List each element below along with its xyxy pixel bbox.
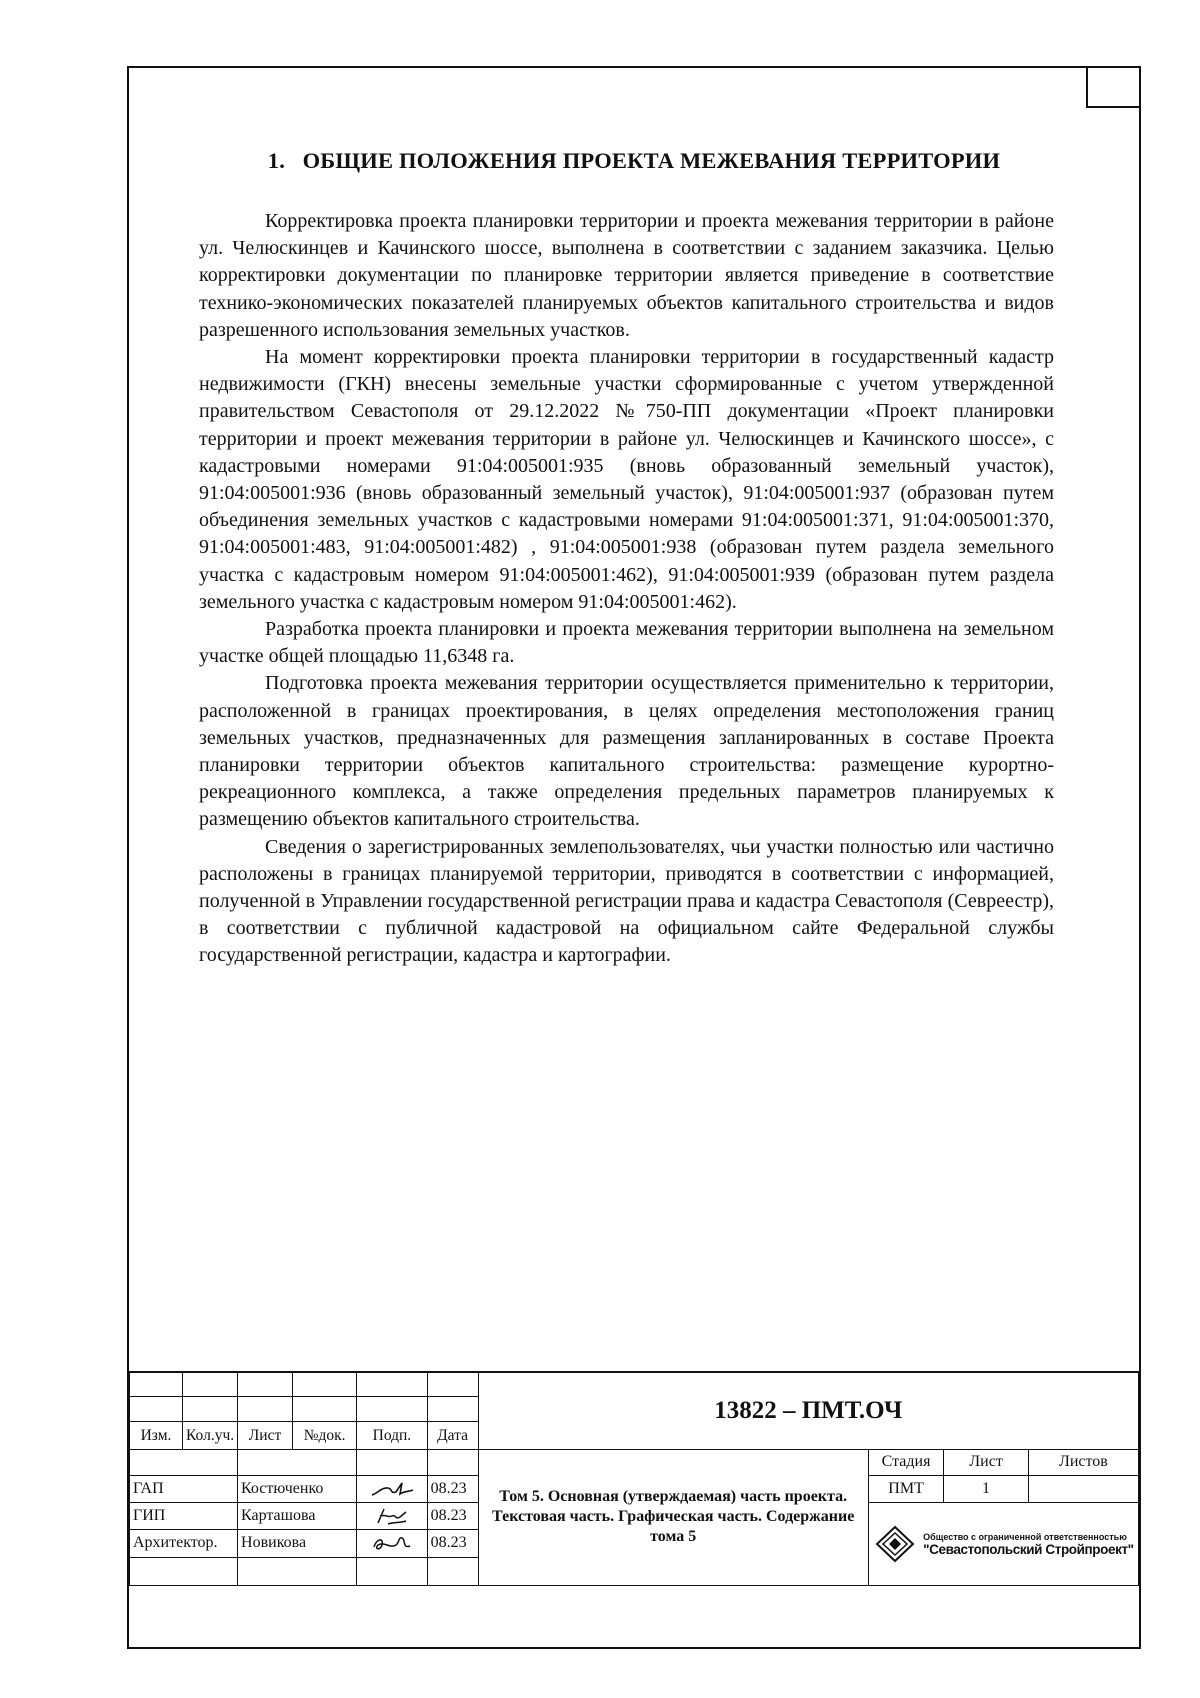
paragraph: Разработка проекта планировки и проекта межевания территории выполнена на земельном участке общей площадью 11,6348 га.	[199, 618, 1054, 668]
org-small-text: Общество с ограниченной ответственностью	[923, 1531, 1127, 1542]
signer-name: Карташова	[238, 1503, 357, 1530]
sheet-value: 1	[944, 1475, 1029, 1502]
signature-icon	[368, 1506, 416, 1526]
col-header: Дата	[427, 1422, 478, 1449]
signer-name: Костюченко	[238, 1475, 357, 1502]
signature	[357, 1503, 427, 1530]
sign-date: 08.23	[427, 1503, 478, 1530]
section-number: 1.	[267, 148, 286, 173]
col-header: Кол.уч.	[182, 1422, 237, 1449]
page-frame	[127, 66, 1141, 1649]
section-title: ОБЩИЕ ПОЛОЖЕНИЯ ПРОЕКТА МЕЖЕВАНИЯ ТЕРРИТОРИИ	[302, 148, 1001, 173]
document-title: Том 5. Основная (утверждаемая) часть проекта. Текстовая часть. Графическая часть. Содержание тома 5	[478, 1449, 868, 1585]
signer-role: ГИП	[130, 1503, 238, 1530]
col-header: Изм.	[130, 1422, 183, 1449]
sign-date: 08.23	[427, 1530, 478, 1557]
stage-value: ПМТ	[868, 1475, 943, 1502]
stage-header: Стадия	[868, 1449, 943, 1475]
signer-name: Новикова	[238, 1530, 357, 1557]
company-logo-icon	[873, 1524, 917, 1564]
col-header: Лист	[238, 1422, 293, 1449]
signature-icon	[368, 1479, 416, 1499]
paragraph: Корректировка проекта планировки территории и проекта межевания территории в районе ул. Челюскинцев и Качинского шоссе, выполнена в соответствии с заданием заказчика. Целью корректировки документации по планировке территории является приведение в соответствие технико-экономических показателей планируемых объектов капитального строительства и видов разрешенного использования земельных участков.	[199, 210, 1054, 341]
title-block	[129, 1371, 1139, 1586]
signature-icon	[368, 1533, 416, 1553]
org-name: "Севастопольский Стройпроект"	[923, 1541, 1134, 1557]
signer-role: ГАП	[130, 1475, 238, 1502]
sheets-value	[1028, 1475, 1138, 1502]
section-heading	[129, 148, 1139, 174]
organization-logo	[868, 1503, 1138, 1586]
sheet-number-box	[1086, 66, 1141, 108]
paragraph: На момент корректировки проекта планировки территории в государственный кадастр недвижимости (ГКН) внесены земельные участки сформированные с учетом утвержденной правительством Севастополя от 29.12.2022 №750-ПП документации «Проект планировки территории и проект межевания территории в районе ул. Челюскинцев и Качинского шоссе», с кадастровыми номерами 91:04:005001:935 (вновь образованный земельный участок), 91:04:005001:936 (вновь образованный земельный участок), 91:04:005001:937 (образован путем объединения земельных участков с кадастровыми номерами 91:04:005001:371, 91:04:005001:370, 91:04:005001:483, 91:04:005001:482) , 91:04:005001:938 (образован путем раздела земельного участка с кадастровым номером 91:04:005001:462), 91:04:005001:939 (образован путем раздела земельного участка с кадастровым номером 91:04:005001:462).	[199, 346, 1054, 613]
document-code: 13822 – ПМТ.ОЧ	[478, 1372, 1138, 1449]
paragraph: Сведения о зарегистрированных землепользователях, чьи участки полностью или частично расположены в границах планируемой территории, приводятся в соответствии с информацией, полученной в Управлении государственной регистрации права и кадастра Севастополя (Севреестр), в соответствии с публичной кадастровой на официальном сайте Федеральной службы государственной регистрации, кадастра и картографии.	[199, 835, 1054, 967]
body-text	[199, 208, 1054, 970]
signature	[357, 1530, 427, 1557]
sheet-header: Лист	[944, 1449, 1029, 1475]
paragraph: Подготовка проекта межевания территории осуществляется применительно к территории, расположенной в границах проектирования, в целях определения местоположения границ земельных участков, предназначенных для размещения запланированных в составе Проекта планировки территории объектов капитального строительства: размещение курортно-рекреационного комплекса, а также определения предельных параметров планируемых к размещению объектов капитального строительства.	[199, 672, 1054, 831]
sheets-header: Листов	[1028, 1449, 1138, 1475]
col-header: №док.	[293, 1422, 357, 1449]
col-header: Подп.	[357, 1422, 427, 1449]
signer-role: Архитектор.	[130, 1530, 238, 1557]
sign-date: 08.23	[427, 1475, 478, 1502]
signature	[357, 1475, 427, 1502]
